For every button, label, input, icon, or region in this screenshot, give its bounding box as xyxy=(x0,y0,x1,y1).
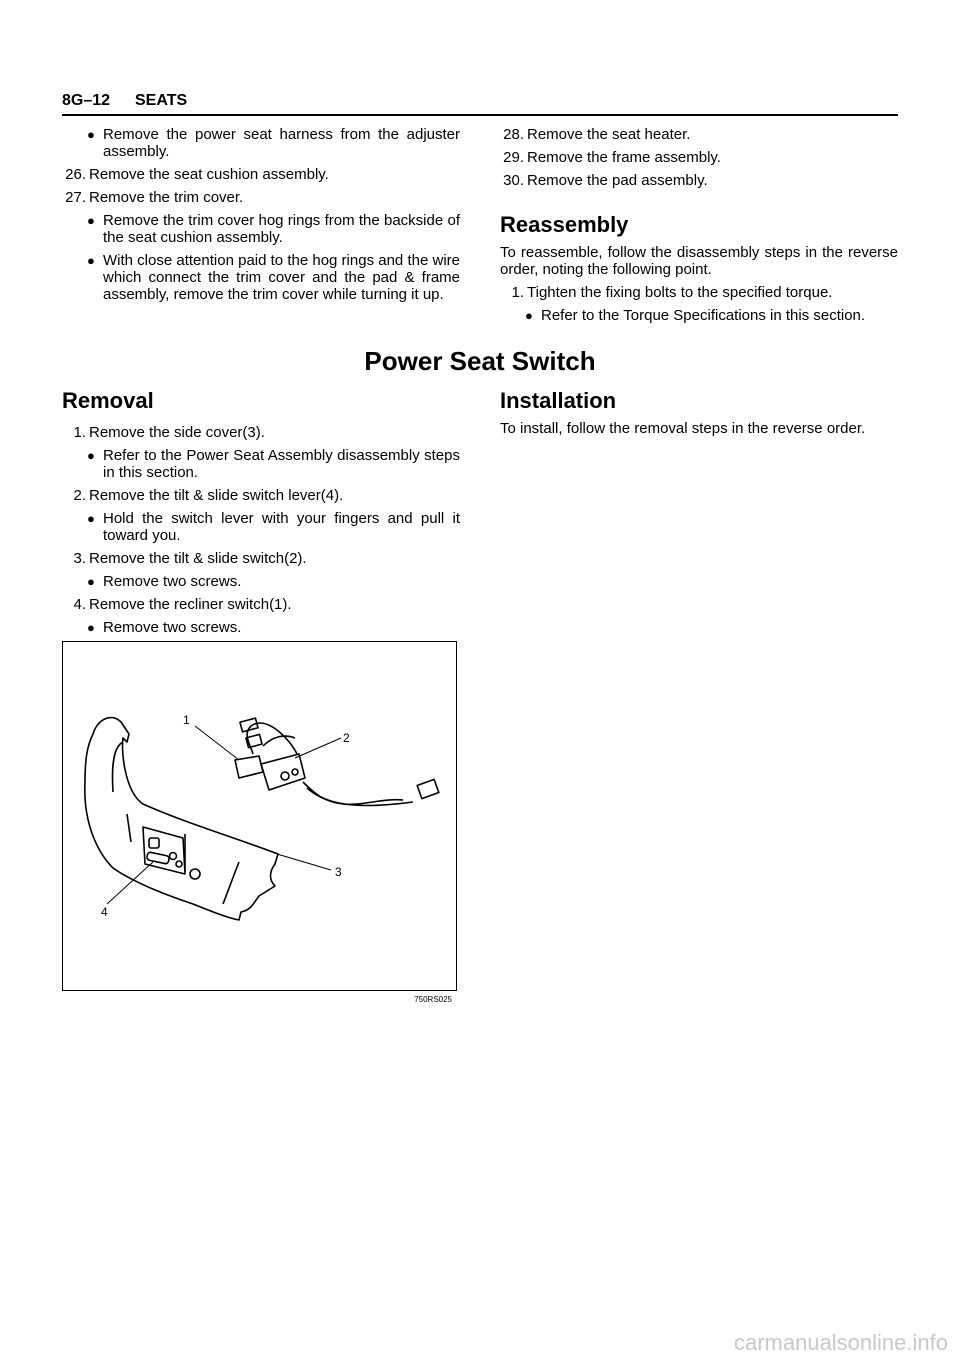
removal-heading: Removal xyxy=(62,388,154,413)
switch-hole xyxy=(170,853,177,860)
bullet-item: ● Hold the switch lever with your fingers and pull it toward you. xyxy=(87,510,460,544)
bullet-icon: ● xyxy=(525,308,533,323)
step-item: 1. Tighten the fixing bolts to the specified torque. xyxy=(511,284,833,301)
bullet-item: ● Remove two screws. xyxy=(87,619,242,636)
seat-switch-diagram xyxy=(63,642,456,990)
reassembly-text: To reassemble, follow the disassembly steps in the reverse order, noting the following point. xyxy=(500,244,898,278)
leader-line-1 xyxy=(195,726,239,760)
switch-knob xyxy=(281,772,289,780)
bullet-icon: ● xyxy=(87,213,95,228)
step-item: 4. Remove the recliner switch(1). xyxy=(73,596,292,613)
callout-2: 2 xyxy=(343,731,350,745)
switch-knob xyxy=(292,769,298,775)
seat-switch-figure xyxy=(62,641,457,1004)
callout-4: 4 xyxy=(101,905,108,919)
step-item: 30. Remove the pad assembly. xyxy=(503,172,708,189)
page-header xyxy=(62,88,898,116)
step-item: 27. Remove the trim cover. xyxy=(65,189,244,206)
installation-text: To install, follow the removal steps in the reverse order. xyxy=(500,420,866,437)
removal-steps xyxy=(62,424,460,642)
reassembly-steps xyxy=(500,284,898,330)
recliner-switch xyxy=(235,756,263,778)
bullet-item: ● Refer to the Torque Specifications in this section. xyxy=(525,307,866,324)
section-title: SEATS xyxy=(135,92,188,109)
callout-3: 3 xyxy=(335,865,342,879)
side-cover-rib xyxy=(127,814,131,842)
cover-hole xyxy=(190,869,200,879)
bullet-item: ● With close attention paid to the hog rings and the wire which connect the trim cover and the pad & frame assembly, remove the trim cover while turning it up. xyxy=(87,252,460,303)
connector xyxy=(417,779,439,798)
bullet-item: ● Remove two screws. xyxy=(87,573,242,590)
bullet-icon: ● xyxy=(87,448,95,463)
leader-line-2 xyxy=(295,738,341,758)
bullet-icon: ● xyxy=(87,574,95,589)
side-cover-inner-edge xyxy=(112,742,123,792)
tilt-slide-lever xyxy=(146,852,169,864)
figure-code: 750RS025 xyxy=(414,995,452,1004)
step-item: 1. Remove the side cover(3). xyxy=(73,424,265,441)
callout-1: 1 xyxy=(183,713,190,727)
bullet-icon: ● xyxy=(87,620,95,635)
bullet-icon: ● xyxy=(87,127,95,142)
recliner-knob xyxy=(149,838,159,848)
bullet-item: ● Remove the power seat harness from the adjuster assembly. xyxy=(87,126,460,160)
step-item: 2. Remove the tilt & slide switch lever(4). xyxy=(73,487,344,504)
left-top-column xyxy=(62,126,460,309)
right-top-column xyxy=(500,126,898,195)
section-number: 8G–12 xyxy=(62,92,111,109)
watermark: carmanualsonline.info xyxy=(733,1330,948,1355)
bullet-icon: ● xyxy=(87,511,95,526)
step-item: 29. Remove the frame assembly. xyxy=(503,149,721,166)
side-cover-rib xyxy=(223,862,239,904)
bullet-item: ● Remove the trim cover hog rings from the backside of the seat cushion assembly. xyxy=(87,212,460,246)
step-item: 28. Remove the seat heater. xyxy=(503,126,691,143)
step-item: 3. Remove the tilt & slide switch(2). xyxy=(73,550,307,567)
connector xyxy=(240,718,258,732)
harness-wire xyxy=(303,782,403,804)
installation-heading: Installation xyxy=(500,388,617,413)
bullet-item: ● Refer to the Power Seat Assembly disassembly steps in this section. xyxy=(87,447,460,481)
leader-line-3 xyxy=(277,854,331,870)
step-item: 26. Remove the seat cushion assembly. xyxy=(65,166,329,183)
switch-hole xyxy=(176,861,182,867)
reassembly-heading: Reassembly xyxy=(500,212,629,237)
bullet-icon: ● xyxy=(87,253,95,268)
section-heading: Power Seat Switch xyxy=(364,346,596,376)
